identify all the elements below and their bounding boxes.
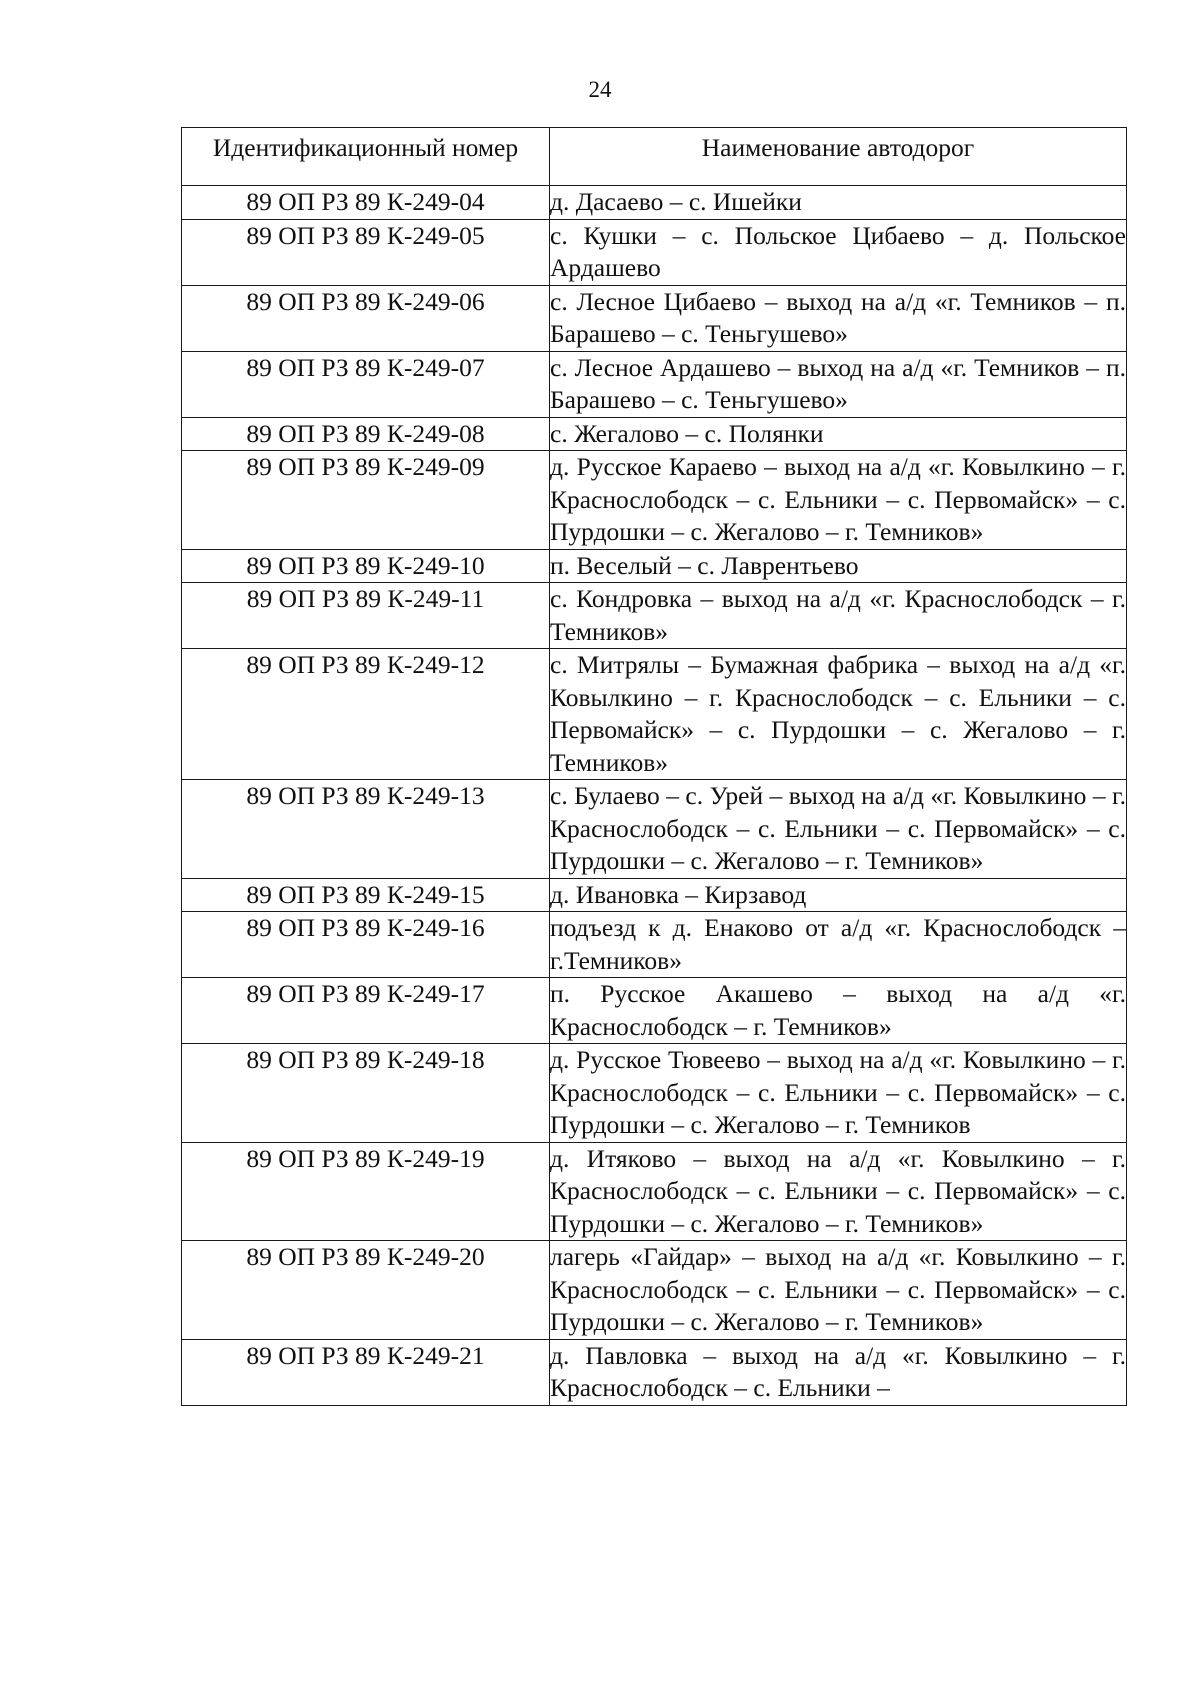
table-header-row [182, 128, 1127, 186]
road-id: 89 ОП РЗ 89 К-249-16 [182, 912, 550, 978]
road-id: 89 ОП РЗ 89 К-249-08 [182, 417, 550, 451]
table-row [182, 780, 1127, 879]
table-body [182, 186, 1127, 1406]
road-name: подъезд к д. Енаково от а/д «г. Краснослободск – г.Темников» [550, 912, 1127, 978]
table-row [182, 285, 1127, 351]
road-id: 89 ОП РЗ 89 К-249-05 [182, 219, 550, 285]
table-row [182, 451, 1127, 550]
road-name: д. Павловка – выход на а/д «г. Ковылкино – г. Краснослободск – с. Ельники – [550, 1339, 1127, 1405]
road-id: 89 ОП РЗ 89 К-249-10 [182, 549, 550, 583]
road-name: п. Веселый – с. Лаврентьево [550, 549, 1127, 583]
road-id: 89 ОП РЗ 89 К-249-06 [182, 285, 550, 351]
road-id: 89 ОП РЗ 89 К-249-19 [182, 1142, 550, 1241]
table-row [182, 583, 1127, 649]
road-name: с. Митрялы – Бумажная фабрика – выход на а/д «г. Ковылкино – г. Краснослободск – с. Ельники – с. Первомайск» – с. Пурдошки – с. Жегалово – г. Темников» [550, 649, 1127, 780]
road-name: с. Кондровка – выход на а/д «г. Краснослободск – г. Темников» [550, 583, 1127, 649]
road-name: с. Лесное Цибаево – выход на а/д «г. Темников – п. Барашево – с. Теньгушево» [550, 285, 1127, 351]
road-name: д. Дасаево – с. Ишейки [550, 186, 1127, 220]
header-id: Идентификационный номер [182, 128, 550, 186]
road-name: с. Булаево – с. Урей – выход на а/д «г. Ковылкино – г. Краснослободск – с. Ельники – с. Первомайск» – с. Пурдошки – с. Жегалово – г. Темников» [550, 780, 1127, 879]
road-id: 89 ОП РЗ 89 К-249-17 [182, 978, 550, 1044]
table-row [182, 549, 1127, 583]
table-row [182, 1142, 1127, 1241]
road-id: 89 ОП РЗ 89 К-249-11 [182, 583, 550, 649]
table-row [182, 219, 1127, 285]
road-name: д. Русское Тювеево – выход на а/д «г. Ковылкино – г. Краснослободск – с. Ельники – с. Первомайск» – с. Пурдошки – с. Жегалово – г. Темников [550, 1044, 1127, 1143]
road-id: 89 ОП РЗ 89 К-249-09 [182, 451, 550, 550]
table-row [182, 978, 1127, 1044]
table-row [182, 1241, 1127, 1340]
road-name: д. Ивановка – Кирзавод [550, 878, 1127, 912]
road-id: 89 ОП РЗ 89 К-249-12 [182, 649, 550, 780]
table-row [182, 351, 1127, 417]
road-id: 89 ОП РЗ 89 К-249-04 [182, 186, 550, 220]
table-row [182, 186, 1127, 220]
table-row [182, 1044, 1127, 1143]
road-name: д. Русское Караево – выход на а/д «г. Ковылкино – г. Краснослободск – с. Ельники – с. Первомайск» – с. Пурдошки – с. Жегалово – г. Темников» [550, 451, 1127, 550]
road-id: 89 ОП РЗ 89 К-249-13 [182, 780, 550, 879]
road-name: лагерь «Гайдар» – выход на а/д «г. Ковылкино – г. Краснослободск – с. Ельники – с. Первомайск» – с. Пурдошки – с. Жегалово – г. Темников» [550, 1241, 1127, 1340]
roads-table [181, 127, 1127, 1406]
page-number: 24 [588, 77, 612, 102]
table-row [182, 649, 1127, 780]
road-id: 89 ОП РЗ 89 К-249-20 [182, 1241, 550, 1340]
road-name: с. Лесное Ардашево – выход на а/д «г. Темников – п. Барашево – с. Теньгушево» [550, 351, 1127, 417]
table-row [182, 1339, 1127, 1405]
road-id: 89 ОП РЗ 89 К-249-18 [182, 1044, 550, 1143]
road-name: д. Итяково – выход на а/д «г. Ковылкино – г. Краснослободск – с. Ельники – с. Первомайск» – с. Пурдошки – с. Жегалово – г. Темников» [550, 1142, 1127, 1241]
road-name: с. Кушки – с. Польское Цибаево – д. Польское Ардашево [550, 219, 1127, 285]
table-row [182, 417, 1127, 451]
table-row [182, 912, 1127, 978]
road-id: 89 ОП РЗ 89 К-249-15 [182, 878, 550, 912]
header-name: Наименование автодорог [550, 128, 1127, 186]
road-name: п. Русское Акашево – выход на а/д «г. Краснослободск – г. Темников» [550, 978, 1127, 1044]
road-id: 89 ОП РЗ 89 К-249-07 [182, 351, 550, 417]
road-name: с. Жегалово – с. Полянки [550, 417, 1127, 451]
road-id: 89 ОП РЗ 89 К-249-21 [182, 1339, 550, 1405]
table-row [182, 878, 1127, 912]
